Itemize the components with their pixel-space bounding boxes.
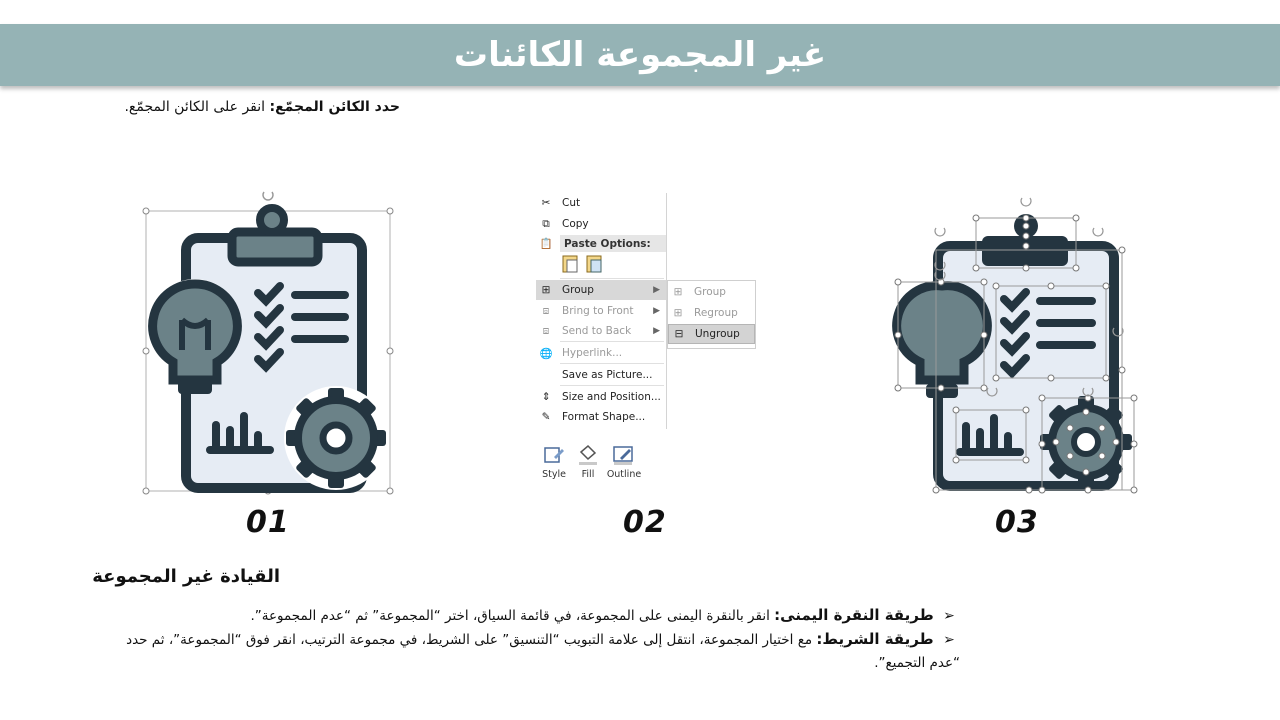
step1-text: انقر على الكائن المجمّع.	[124, 99, 266, 115]
regroup-icon: ⊞	[673, 307, 683, 319]
submenu-item-ungroup[interactable]: ⊟ Ungroup	[668, 324, 755, 344]
outline-button[interactable]: Outline	[606, 441, 642, 480]
copy-icon: ⧉	[542, 217, 550, 230]
section-heading: القيادة غير المجموعة	[92, 566, 280, 587]
arrow-bullet-icon: ➢	[943, 632, 955, 648]
menu-item-bring-to-front[interactable]: ⧈ Bring to Front ▶	[536, 301, 666, 321]
step1-instruction	[124, 99, 400, 115]
submenu-arrow-icon: ▶	[653, 306, 660, 316]
submenu-arrow-icon: ▶	[653, 326, 660, 336]
list-item	[100, 604, 960, 628]
bring-front-icon: ⧈	[542, 304, 550, 317]
method-text: مع اختيار المجموعة، انتقل إلى علامة التبويب “التنسيق” على الشريط، في مجموعة الترتيب، انقر فوق “المجموعة”، ثم حدد “عدم التجميع”.	[126, 632, 960, 671]
paste-options-header: Paste Options:	[560, 235, 666, 252]
paint-bucket-icon	[570, 441, 606, 469]
style-icon	[536, 441, 572, 469]
step-number-01: 01	[246, 505, 290, 540]
menu-item-send-to-back[interactable]: ⧈ Send to Back ▶	[536, 321, 666, 341]
format-shape-icon: ✎	[541, 411, 551, 423]
menu-item-save-as-picture[interactable]: Save as Picture...	[562, 369, 653, 381]
method-label: طريقة النقرة اليمنى:	[774, 606, 934, 624]
menu-item-group[interactable]: ⊞ Group ▶	[536, 280, 666, 300]
slide-title-bar	[0, 24, 1280, 86]
slide-title: غير المجموعة الكائنات	[453, 35, 827, 75]
ungroup-icon: ⊟	[674, 328, 684, 340]
step-number-03: 03	[995, 505, 1039, 540]
menu-item-copy[interactable]: ⧉ Copy	[536, 214, 666, 234]
menu-item-cut[interactable]: ✂ Cut	[536, 193, 666, 213]
send-back-icon: ⧈	[542, 324, 550, 337]
mini-toolbar	[536, 441, 646, 491]
menu-item-size-position[interactable]: ⇕ Size and Position...	[536, 387, 666, 407]
ungrouped-clipboard-illustration[interactable]	[892, 188, 1142, 498]
submenu-item-regroup[interactable]: ⊞ Regroup	[668, 303, 755, 323]
menu-item-format-shape[interactable]: ✎ Format Shape...	[536, 407, 666, 427]
submenu-arrow-icon: ▶	[653, 285, 660, 295]
step1-label: حدد الكائن المجمّع:	[269, 99, 400, 115]
group-icon: ⊞	[541, 284, 551, 296]
grouped-clipboard-illustration[interactable]	[140, 180, 400, 500]
submenu-item-group[interactable]: ⊞ Group	[668, 282, 755, 302]
step-number-02: 02	[623, 505, 667, 540]
hyperlink-icon: 🌐	[539, 347, 553, 360]
menu-item-hyperlink[interactable]: 🌐 Hyperlink...	[539, 347, 623, 360]
paste-icon: 📋	[539, 237, 553, 250]
size-position-icon: ⇕	[541, 391, 551, 403]
scissors-icon: ✂	[541, 197, 551, 209]
method-text: انقر بالنقرة اليمنى على المجموعة، في قائمة السياق، اختر “المجموعة” ثم “عدم المجموعة”.	[250, 608, 770, 624]
group-submenu	[667, 280, 756, 349]
group-icon: ⊞	[673, 286, 683, 298]
style-button[interactable]: Style	[536, 441, 572, 480]
context-menu	[536, 193, 667, 429]
paste-option-icons[interactable]	[560, 254, 608, 276]
method-label: طريقة الشريط:	[816, 630, 934, 648]
pen-outline-icon	[606, 441, 642, 469]
arrow-bullet-icon: ➢	[943, 608, 955, 624]
method-bullet-list	[100, 604, 960, 675]
list-item	[100, 628, 960, 675]
fill-button[interactable]: Fill	[570, 441, 606, 480]
